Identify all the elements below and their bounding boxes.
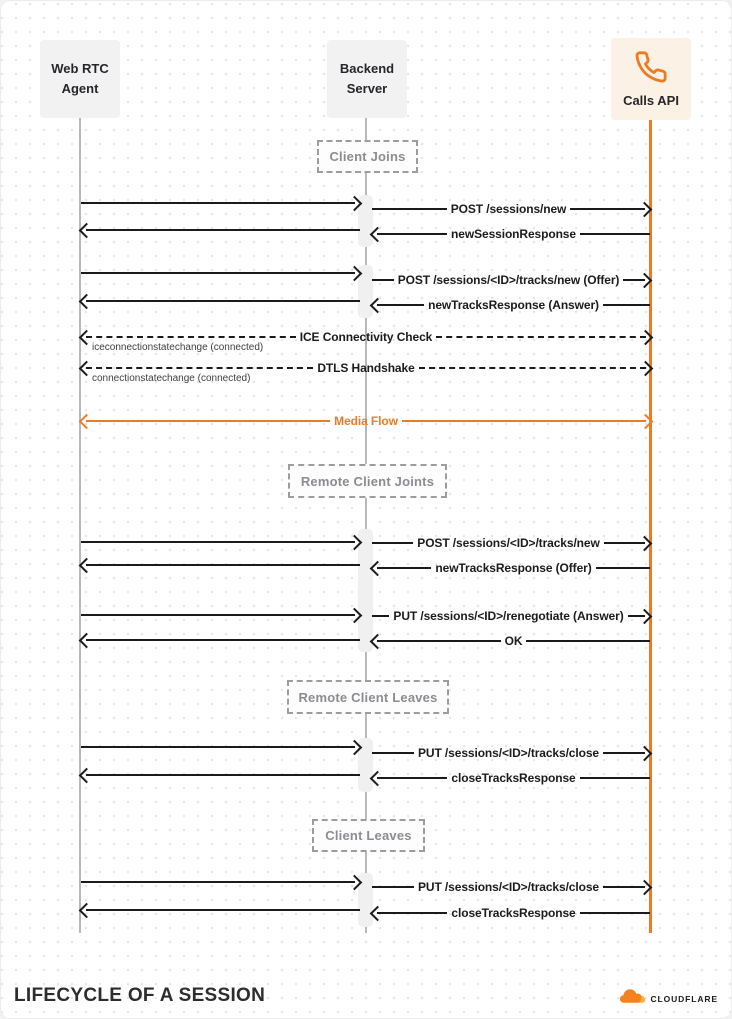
message-arrow-backend-to-agent <box>81 767 360 783</box>
message-arrow-backend-to-api <box>372 745 650 761</box>
phone-icon <box>634 50 668 90</box>
message-label: PUT /sessions/<ID>/tracks/close <box>418 880 599 894</box>
message-label: POST /sessions/<ID>/tracks/new <box>417 536 600 550</box>
event-label-iceconnectionstatechange: iceconnectionstatechange (connected) <box>92 342 264 353</box>
message-label: OK <box>504 634 523 648</box>
cloudflare-wordmark: CLOUDFLARE <box>650 993 718 1004</box>
message-arrow-backend-to-api <box>372 272 650 288</box>
message-label: PUT /sessions/<ID>/tracks/close <box>418 746 599 760</box>
message-label: newTracksResponse (Answer) <box>428 298 599 312</box>
phase-label: Client Joins <box>329 149 406 164</box>
message-arrow-agent-to-backend <box>81 874 360 890</box>
message-arrow-backend-to-agent <box>81 222 360 238</box>
message-arrow-backend-to-agent <box>81 557 360 573</box>
message-arrow-agent-to-backend <box>81 607 360 623</box>
message-label: closeTracksResponse <box>451 906 576 920</box>
message-arrow-backend-to-api <box>372 608 650 624</box>
phase-client-joins <box>317 140 418 173</box>
phase-label: Client Leaves <box>325 828 412 843</box>
event-label-connectionstatechange: connectionstatechange (connected) <box>92 373 251 384</box>
message-label: Media Flow <box>334 414 398 428</box>
message-arrow-api-to-backend <box>372 560 650 576</box>
message-label: newSessionResponse <box>451 227 576 241</box>
page-title: LIFECYCLE OF A SESSION <box>14 985 266 1006</box>
message-arrow-agent-to-backend <box>81 265 360 281</box>
phase-label: Remote Client Leaves <box>298 689 438 705</box>
message-arrow-api-to-backend <box>372 297 650 313</box>
message-arrow-backend-to-api <box>372 879 650 895</box>
message-arrow-api-to-backend <box>372 905 650 921</box>
message-label: ICE Connectivity Check <box>299 330 433 344</box>
message-arrow-media-flow <box>81 413 651 429</box>
message-arrow-backend-to-agent <box>81 293 360 309</box>
message-arrow-agent-to-backend <box>81 195 360 211</box>
message-label: PUT /sessions/<ID>/renegotiate (Answer) <box>393 609 624 623</box>
phase-remote-client-joins <box>288 464 447 498</box>
actor-label: Calls API <box>623 92 679 108</box>
message-arrow-backend-to-agent <box>81 902 360 918</box>
actor-label: Server <box>346 81 388 96</box>
cloudflare-logo <box>619 988 718 1009</box>
activation-bar <box>358 529 373 652</box>
actor-label: Web RTC <box>51 60 109 76</box>
phase-remote-client-leaves <box>287 680 449 714</box>
message-label: newTracksResponse (Offer) <box>435 561 592 575</box>
message-label: closeTracksResponse <box>451 771 576 785</box>
message-arrow-agent-to-backend <box>81 534 360 550</box>
lifeline-webrtc-agent <box>79 118 81 933</box>
message-arrow-api-to-backend <box>372 226 650 242</box>
actor-webrtc-agent <box>40 40 120 118</box>
cloudflare-cloud-icon <box>619 988 646 1009</box>
message-arrow-api-to-backend <box>372 633 650 649</box>
phase-client-leaves <box>312 819 425 852</box>
message-arrow-agent-to-backend <box>81 739 360 755</box>
actor-backend-server <box>327 40 407 118</box>
phase-label: Remote Client Joints <box>300 473 435 489</box>
message-label: POST /sessions/new <box>450 202 567 216</box>
message-arrow-backend-to-agent <box>81 632 360 648</box>
actor-label: Agent <box>61 81 99 96</box>
message-arrow-backend-to-api <box>372 201 650 217</box>
message-arrow-backend-to-api <box>372 535 650 551</box>
message-label: POST /sessions/<ID>/tracks/new (Offer) <box>397 273 620 287</box>
message-label: DTLS Handshake <box>317 361 415 375</box>
actor-calls-api <box>611 38 691 120</box>
actor-label: Backend <box>339 60 395 76</box>
message-arrow-api-to-backend <box>372 770 650 786</box>
